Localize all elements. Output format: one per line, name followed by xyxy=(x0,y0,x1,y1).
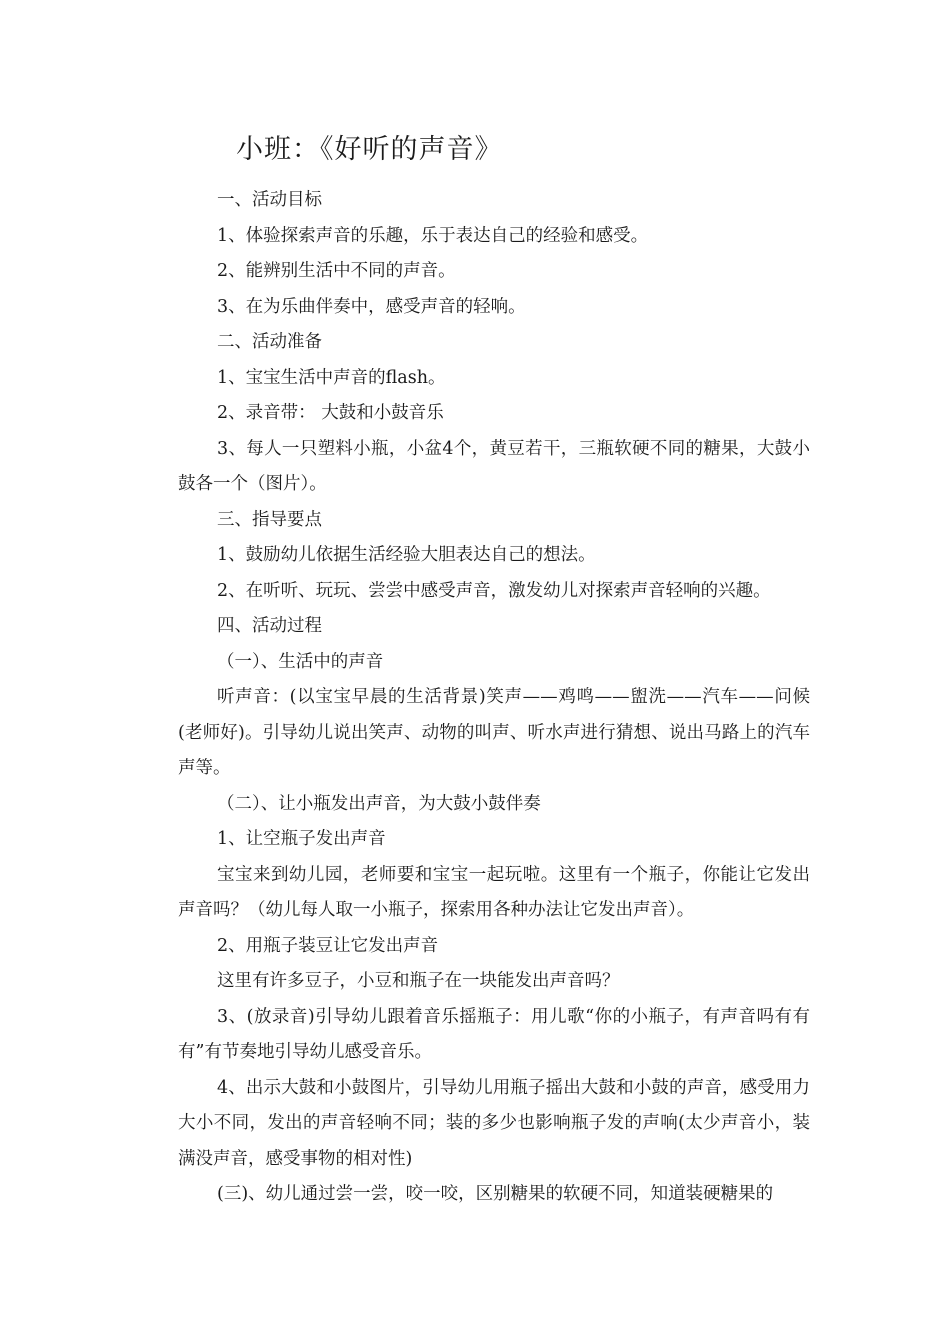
section-heading-preparation: 二、活动准备 xyxy=(217,332,322,352)
process-step-3: 3、(放录音)引导幼儿跟着音乐摇瓶子：用儿歌“你的小瓶子，有声音吗有有有”有节奏地引导幼儿感受音乐。 xyxy=(178,1006,810,1062)
process-paragraph-listen: 听声音：(以宝宝早晨的生活背景)笑声——鸡鸣——盥洗——汽车——问候(老师好)。引导幼儿说出笑声、动物的叫声、听水声进行猜想、说出马路上的汽车声等。 xyxy=(178,687,810,778)
document-title: 小班：《好听的声音》 xyxy=(236,134,503,165)
process-step-2: 2、用瓶子装豆让它发出声音 xyxy=(217,935,439,956)
guidance-item-2: 2、在听听、玩玩、尝尝中感受声音，激发幼儿对探索声音轻响的兴趣。 xyxy=(217,580,771,601)
section-heading-guidance: 三、指导要点 xyxy=(217,509,322,530)
process-paragraph-empty-bottle: 宝宝来到幼儿园，老师要和宝宝一起玩啦。这里有一个瓶子，你能让它发出声音吗？（幼儿每人取一小瓶子，探索用各种办法让它发出声音）。 xyxy=(178,864,810,920)
process-step-1: 1、让空瓶子发出声音 xyxy=(217,829,386,849)
document-body xyxy=(178,183,810,1213)
guidance-item-1: 1、鼓励幼儿依据生活经验大胆表达自己的想法。 xyxy=(217,545,596,565)
preparation-item-2: 2、录音带： 大鼓和小鼓音乐 xyxy=(217,403,444,423)
process-subheading-1: （一）、生活中的声音 xyxy=(217,651,384,672)
goal-item-3: 3、在为乐曲伴奏中，感受声音的轻响。 xyxy=(217,296,526,317)
preparation-item-1: 1、宝宝生活中声音的flash。 xyxy=(217,367,446,388)
section-heading-process: 四、活动过程 xyxy=(217,616,322,636)
process-step-4: 4、出示大鼓和小鼓图片，引导幼儿用瓶子摇出大鼓和小鼓的声音，感受用力大小不同，发出的声音轻响不同；装的多少也影响瓶子发的声响(太少声音小，装满没声音，感受事物的相对性) xyxy=(178,1077,810,1169)
process-subheading-2: （二）、让小瓶发出声音，为大鼓小鼓伴奏 xyxy=(217,793,541,814)
goal-item-1: 1、体验探索声音的乐趣，乐于表达自己的经验和感受。 xyxy=(217,225,649,246)
section-heading-goals: 一、活动目标 xyxy=(217,190,322,210)
preparation-item-3: 3、每人一只塑料小瓶，小盆4个，黄豆若干，三瓶软硬不同的糖果，大鼓小鼓各一个（图片）。 xyxy=(178,438,810,494)
goal-item-2: 2、能辨别生活中不同的声音。 xyxy=(217,261,456,281)
process-paragraph-beans: 这里有许多豆子，小豆和瓶子在一块能发出声音吗？ xyxy=(217,971,620,991)
process-subheading-3: (三)、幼儿通过尝一尝，咬一咬，区别糖果的软硬不同，知道装硬糖果的 xyxy=(217,1184,774,1204)
